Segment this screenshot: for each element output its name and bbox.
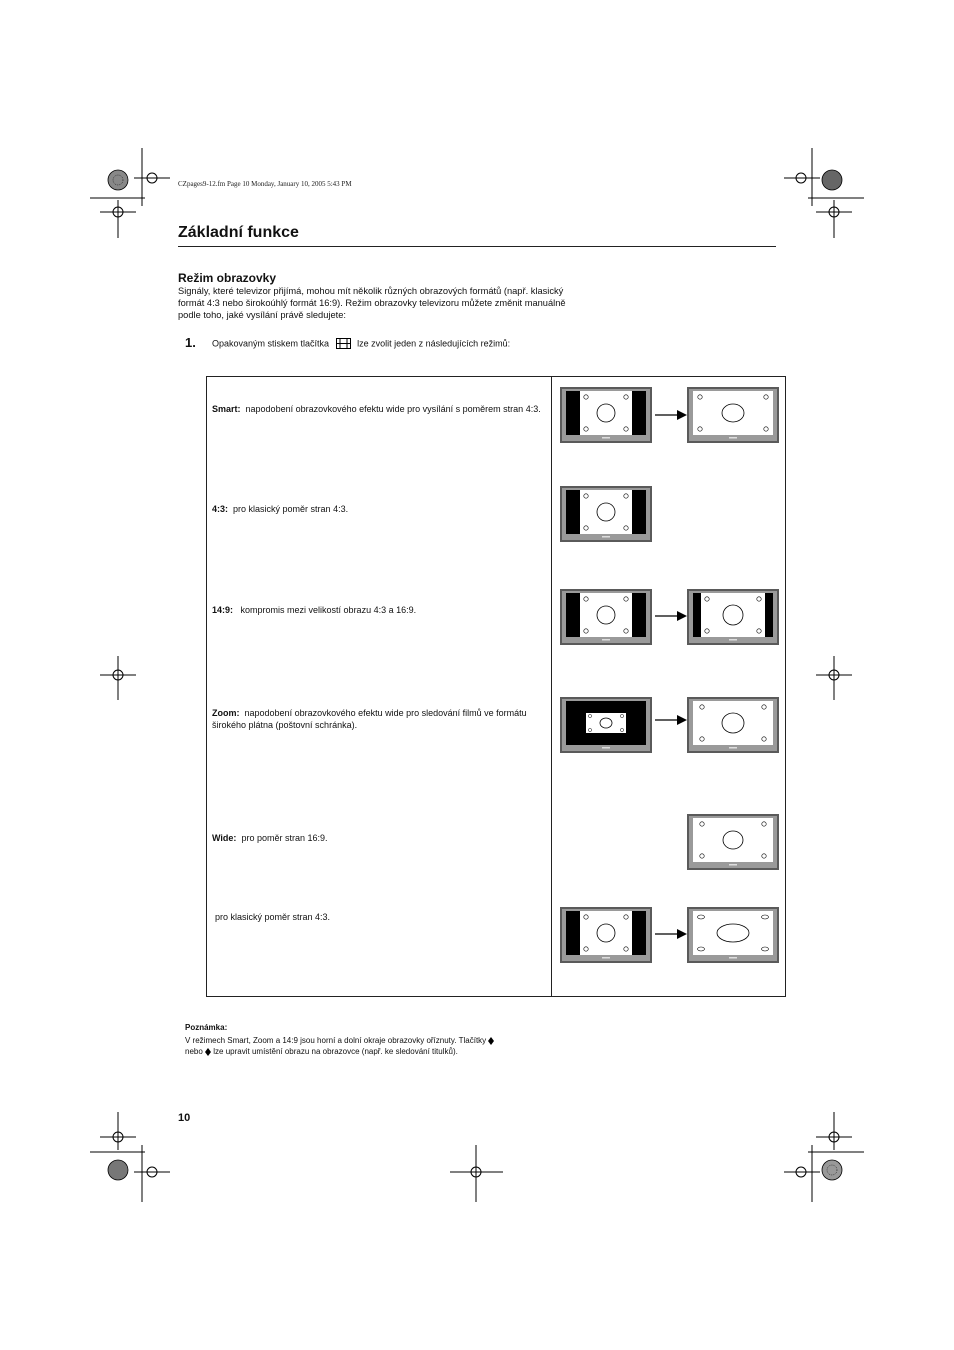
note-text	[185, 1035, 545, 1057]
mode-label: Wide:	[212, 833, 237, 843]
arrow-right-icon	[655, 927, 687, 941]
title-rule	[178, 246, 776, 247]
section-title: Základní funkce	[178, 224, 299, 241]
mode-zoom	[212, 708, 542, 731]
mode-14-9	[212, 605, 542, 617]
tv-4-3-pillarbox-illustration	[560, 387, 652, 443]
note-text-part1: V režimech Smart, Zoom a 14:9 jsou horní a dolní okraje obrazovky oříznuty. Tlačítky	[185, 1036, 487, 1045]
step-text	[212, 338, 510, 349]
tv-zoom-illustration	[687, 697, 779, 753]
mode-description: napodobení obrazovkového efektu wide pro vysílání s poměrem stran 4:3.	[245, 404, 541, 414]
modes-table	[206, 376, 786, 997]
tv-letterbox-illustration	[560, 697, 652, 753]
mode-label: 14:9:	[212, 605, 234, 615]
note-text-part3: lze upravit umístění obrazu na obrazovce (např. ke sledování titulků).	[213, 1047, 458, 1056]
arrow-down-icon	[205, 1048, 211, 1056]
tv-14-9-illustration	[687, 589, 779, 645]
mode-wide	[212, 833, 542, 845]
print-header: CZpages9-12.fm Page 10 Monday, January 10, 2005 5:43 PM	[178, 180, 352, 188]
mode-panorama	[215, 912, 545, 924]
arrow-up-icon	[488, 1037, 494, 1045]
tv-panorama-illustration	[687, 907, 779, 963]
tv-4-3-pillarbox-illustration	[560, 907, 652, 963]
mode-description: kompromis mezi velikostí obrazu 4:3 a 16:9.	[240, 605, 417, 615]
arrow-right-icon	[655, 609, 687, 623]
mode-4-3	[212, 504, 542, 516]
step-number: 1.	[185, 335, 196, 350]
tv-wide-illustration	[687, 814, 779, 870]
subsection-title: Režim obrazovky	[178, 271, 277, 285]
tv-4-3-illustration	[560, 486, 652, 542]
mode-description: pro klasický poměr stran 4:3.	[233, 504, 349, 514]
mode-label: Zoom:	[212, 708, 240, 718]
mode-description: pro poměr stran 16:9.	[241, 833, 328, 843]
mode-description: pro klasický poměr stran 4:3.	[215, 912, 331, 922]
tv-4-3-pillarbox-illustration	[560, 589, 652, 645]
tv-16-9-full-illustration	[687, 387, 779, 443]
mode-label: 4:3:	[212, 504, 229, 514]
mode-description: napodobení obrazovkového efektu wide pro sledování filmů ve formátu širokého plátna (poštovní schránka).	[212, 708, 527, 730]
note-text-part2: nebo	[185, 1047, 203, 1056]
screen-format-icon	[336, 338, 351, 349]
intro-text: Signály, které televizor přijímá, mohou mít několik různých obrazových formátů (např. klasický formát 4:3 nebo širokoúhlý formát 16:9). Režim obrazovky televizoru můžete změnit manuálně podle toho, jaké vysílání právě sledujete:	[178, 286, 566, 320]
arrow-right-icon	[655, 408, 687, 422]
table-divider	[551, 377, 552, 997]
step-text-after: lze zvolit jeden z následujících režimů:	[357, 338, 511, 349]
note-title: Poznámka:	[185, 1023, 228, 1032]
page-number: 10	[178, 1112, 191, 1124]
arrow-right-icon	[655, 713, 687, 727]
mode-smart	[212, 404, 542, 416]
mode-label: Smart:	[212, 404, 241, 414]
step-text-before: Opakovaným stiskem tlačítka	[212, 338, 330, 349]
